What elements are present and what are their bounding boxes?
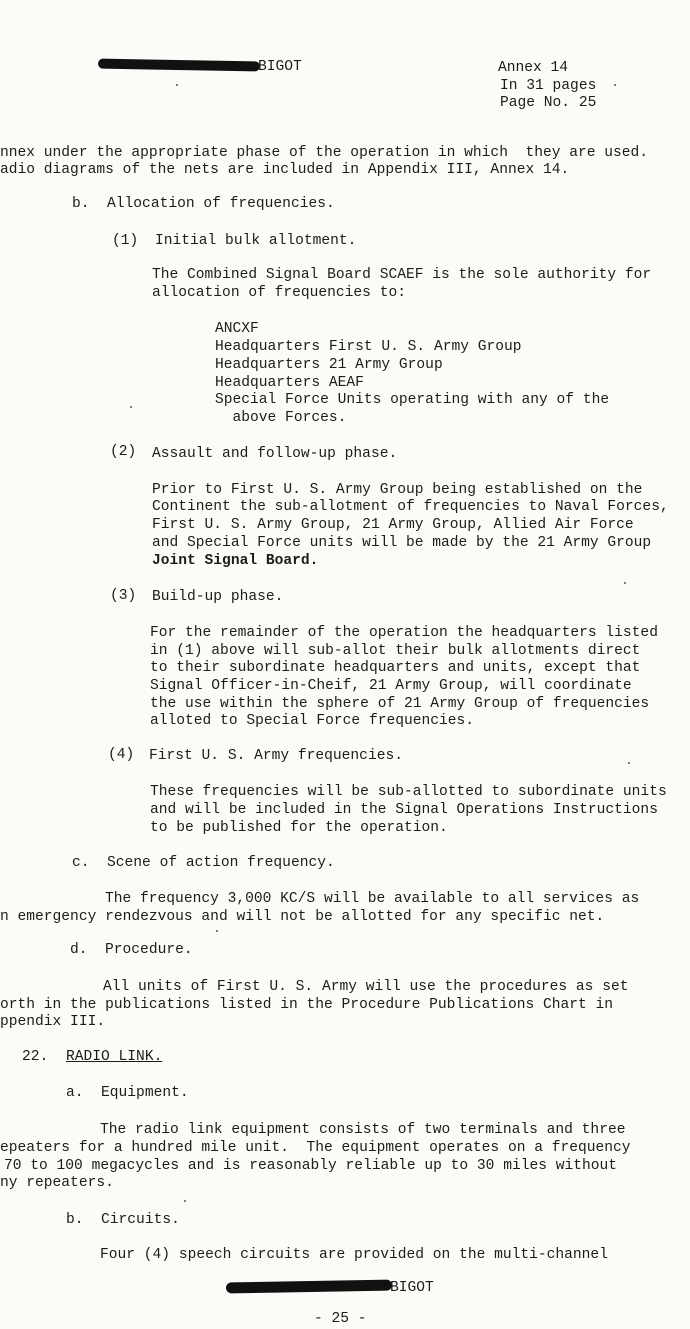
item-3-title: Build-up phase. <box>152 589 284 605</box>
equipment-heading: a. Equipment. <box>66 1085 189 1101</box>
item-2-line: and Special Force units will be made by the 21 Army Group <box>152 535 652 551</box>
item-4-title: First U. S. Army frequencies. <box>149 748 403 764</box>
scan-speck <box>614 84 616 86</box>
equipment-line: ny repeaters. <box>0 1175 114 1191</box>
item-2-number: (2) <box>110 444 137 460</box>
item-3-line: in (1) above will sub-allot their bulk allotments direct <box>150 643 641 659</box>
equipment-line: epeaters for a hundred mile unit. The equipment operates on a frequency <box>0 1140 631 1156</box>
item-2-line: Continent the sub-allotment of frequencies to Naval Forces, <box>152 499 669 515</box>
item-4-line: to be published for the operation. <box>150 820 448 836</box>
list-item: ANCXF <box>215 321 259 337</box>
redaction-mark <box>226 1280 392 1294</box>
section-c-line: n emergency rendezvous and will not be allotted for any specific net. <box>0 909 605 925</box>
item-1-title: Initial bulk allotment. <box>155 233 357 249</box>
page-number-label: Page No. 25 <box>500 95 597 111</box>
item-1-number: (1) <box>112 233 139 249</box>
item-3-line: alloted to Special Force frequencies. <box>150 713 475 729</box>
circuits-heading: b. Circuits. <box>66 1212 180 1228</box>
footer-page-number: - 25 - <box>314 1311 367 1327</box>
footer-classification: BIGOT <box>390 1280 434 1296</box>
item-3-line: Signal Officer-in-Cheif, 21 Army Group, will coordinate <box>150 678 632 694</box>
item-2-line: Joint Signal Board. <box>152 553 319 569</box>
header-classification: BIGOT <box>258 59 302 75</box>
item-3-number: (3) <box>110 588 137 604</box>
item-3-line: the use within the sphere of 21 Army Group of frequencies <box>150 696 650 712</box>
equipment-line: 70 to 100 megacycles and is reasonably reliable up to 30 miles without <box>4 1158 618 1174</box>
scan-speck <box>130 406 132 408</box>
equipment-line: The radio link equipment consists of two terminals and three <box>100 1122 626 1138</box>
item-4-number: (4) <box>108 747 135 763</box>
circuits-line: Four (4) speech circuits are provided on the multi-channel <box>100 1247 608 1263</box>
item-3-line: For the remainder of the operation the headquarters listed <box>150 625 658 641</box>
section-22-number: 22. <box>22 1049 49 1065</box>
intro-line-2: adio diagrams of the nets are included in Appendix III, Annex 14. <box>0 162 570 178</box>
list-item: Special Force Units operating with any of the <box>215 392 610 408</box>
item-3-line: to their subordinate headquarters and units, except that <box>150 660 641 676</box>
page-count: In 31 pages <box>500 78 597 94</box>
scan-speck <box>176 84 178 86</box>
section-c-line: The frequency 3,000 KC/S will be available to all services as <box>105 891 640 907</box>
item-2-line: Prior to First U. S. Army Group being established on the <box>152 482 643 498</box>
item-1-line: allocation of frequencies to: <box>152 285 406 301</box>
item-4-line: and will be included in the Signal Operations Instructions <box>150 802 658 818</box>
scan-speck <box>184 1200 186 1202</box>
section-c-heading: c. Scene of action frequency. <box>72 855 335 871</box>
intro-line-1: nnex under the appropriate phase of the operation in which they are used. <box>0 145 649 161</box>
item-2-title: Assault and follow-up phase. <box>152 446 398 462</box>
item-4-line: These frequencies will be sub-allotted to subordinate units <box>150 784 667 800</box>
item-2-line: First U. S. Army Group, 21 Army Group, Allied Air Force <box>152 517 634 533</box>
list-item: Headquarters AEAF <box>215 375 364 391</box>
list-item: Headquarters 21 Army Group <box>215 357 443 373</box>
scan-speck <box>624 582 626 584</box>
section-d-line: orth in the publications listed in the Procedure Publications Chart in <box>0 997 614 1013</box>
section-22-title: RADIO LINK. <box>66 1049 163 1065</box>
list-item: Headquarters First U. S. Army Group <box>215 339 522 355</box>
section-d-line: ppendix III. <box>0 1014 106 1030</box>
annex-label: Annex 14 <box>498 60 569 76</box>
item-1-line: The Combined Signal Board SCAEF is the sole authority for <box>152 267 652 283</box>
redaction-mark <box>98 59 260 72</box>
section-d-heading: d. Procedure. <box>70 942 193 958</box>
scan-speck <box>216 930 218 932</box>
scan-speck <box>628 762 630 764</box>
section-d-line: All units of First U. S. Army will use the procedures as set <box>103 979 629 995</box>
section-b-heading: b. Allocation of frequencies. <box>72 196 335 212</box>
list-item: above Forces. <box>215 410 347 426</box>
